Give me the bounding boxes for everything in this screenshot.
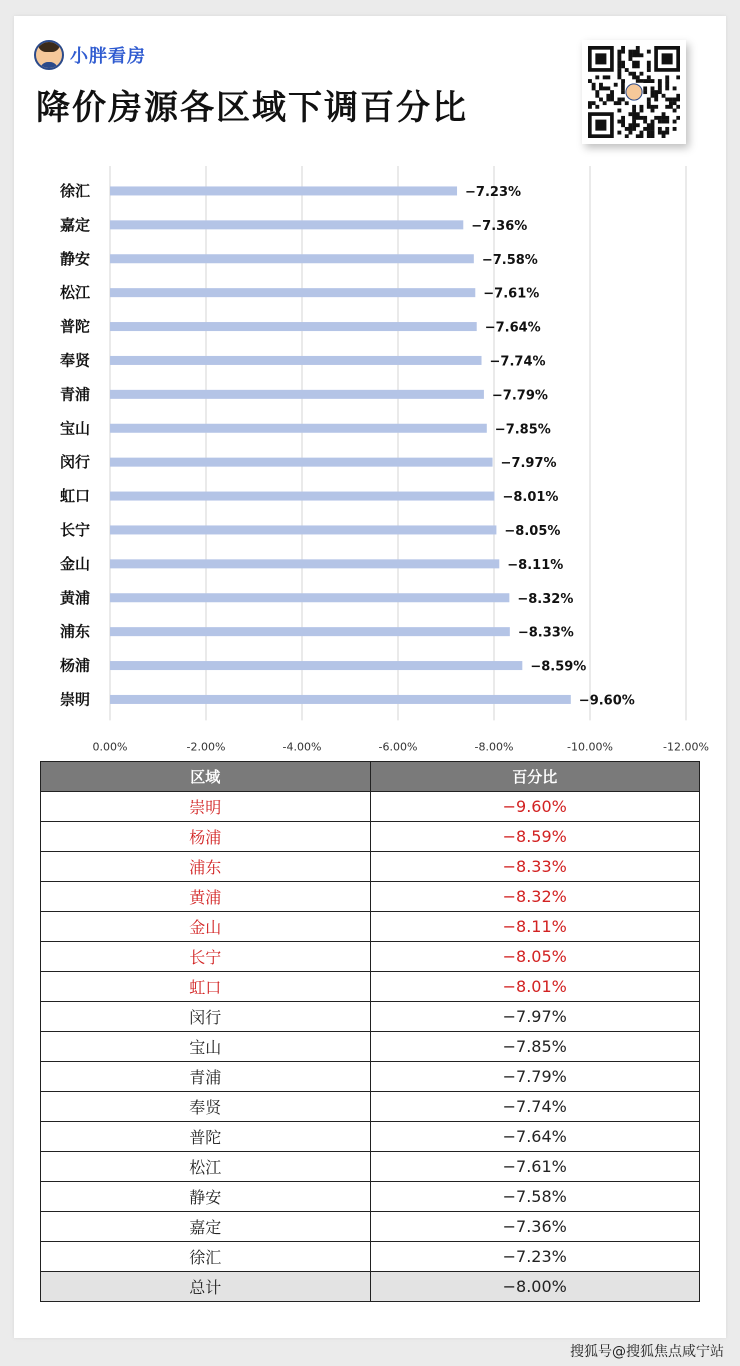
data-label: −8.01% xyxy=(502,490,559,506)
district-cell: 杨浦 xyxy=(41,822,371,852)
district-cell: 崇明 xyxy=(41,792,371,822)
brand-name: 小胖看房 xyxy=(70,46,146,67)
data-table xyxy=(40,761,700,1302)
district-cell: 金山 xyxy=(41,912,371,942)
district-cell: 普陀 xyxy=(41,1122,371,1152)
x-tick-label: 0.00% xyxy=(92,740,128,754)
watermark: 搜狐号@搜狐焦点咸宁站 xyxy=(570,1344,724,1360)
data-label: −8.59% xyxy=(530,659,587,675)
table-row xyxy=(41,882,700,912)
category-label: 黄浦 xyxy=(60,588,91,607)
x-tick-label: -6.00% xyxy=(378,740,418,754)
category-label: 杨浦 xyxy=(60,656,91,675)
category-label: 崇明 xyxy=(60,690,91,709)
table-row xyxy=(41,1062,700,1092)
table-row xyxy=(41,912,700,942)
bar xyxy=(110,559,499,568)
district-cell: 静安 xyxy=(41,1182,371,1212)
bar-chart-svg xyxy=(32,154,712,754)
data-label: −8.32% xyxy=(517,591,574,607)
data-label: −8.11% xyxy=(507,557,564,573)
data-label: −7.61% xyxy=(483,286,540,302)
category-label: 长宁 xyxy=(60,520,91,539)
bar xyxy=(110,593,509,602)
district-cell: 青浦 xyxy=(41,1062,371,1092)
bar xyxy=(110,458,493,467)
percentage-cell: −8.11% xyxy=(370,912,700,942)
bar xyxy=(110,661,522,670)
data-label: −7.97% xyxy=(500,456,557,472)
percentage-cell: −7.97% xyxy=(370,1002,700,1032)
data-label: −7.74% xyxy=(489,354,546,370)
table-row xyxy=(41,1212,700,1242)
brand xyxy=(34,38,146,72)
district-cell: 徐汇 xyxy=(41,1242,371,1272)
data-label: −8.33% xyxy=(517,625,574,641)
district-cell: 浦东 xyxy=(41,852,371,882)
percentage-cell: −7.64% xyxy=(370,1122,700,1152)
percentage-cell: −9.60% xyxy=(370,792,700,822)
bar xyxy=(110,254,474,263)
category-label: 浦东 xyxy=(60,622,91,641)
percentage-cell: −8.05% xyxy=(370,942,700,972)
data-table-wrap xyxy=(40,761,700,1302)
table-row xyxy=(41,1092,700,1122)
table-row xyxy=(41,1032,700,1062)
percentage-cell: −8.59% xyxy=(370,822,700,852)
x-tick-label: -4.00% xyxy=(282,740,322,754)
category-label: 嘉定 xyxy=(60,215,91,234)
category-label: 闵行 xyxy=(60,453,91,472)
table-row xyxy=(41,972,700,1002)
category-label: 普陀 xyxy=(60,317,91,336)
percentage-cell: −7.61% xyxy=(370,1152,700,1182)
district-cell: 长宁 xyxy=(41,942,371,972)
percentage-cell: −7.58% xyxy=(370,1182,700,1212)
table-row xyxy=(41,942,700,972)
header-percentage: 百分比 xyxy=(370,762,700,792)
header-district: 区域 xyxy=(41,762,371,792)
category-label: 松江 xyxy=(60,283,91,302)
table-row xyxy=(41,1182,700,1212)
qr-code-icon xyxy=(582,40,686,144)
category-label: 徐汇 xyxy=(60,181,91,200)
x-tick-label: -2.00% xyxy=(186,740,226,754)
total-label-cell: 总计 xyxy=(41,1272,371,1302)
data-label: −9.60% xyxy=(578,693,635,709)
category-label: 青浦 xyxy=(60,385,91,404)
data-label: −7.85% xyxy=(494,422,551,438)
table-row xyxy=(41,822,700,852)
x-tick-label: -10.00% xyxy=(567,740,613,754)
percentage-cell: −7.36% xyxy=(370,1212,700,1242)
page-title: 降价房源各区域下调百分比 xyxy=(36,88,468,128)
data-label: −8.05% xyxy=(504,523,561,539)
bar xyxy=(110,390,484,399)
bar-chart xyxy=(32,154,712,758)
bar xyxy=(110,695,571,704)
category-label: 宝山 xyxy=(60,419,91,438)
bar xyxy=(110,186,457,195)
table-row xyxy=(41,1002,700,1032)
district-cell: 嘉定 xyxy=(41,1212,371,1242)
table-header-row xyxy=(41,762,700,792)
data-label: −7.36% xyxy=(471,218,528,234)
data-label: −7.64% xyxy=(484,320,541,336)
bar xyxy=(110,492,494,501)
percentage-cell: −7.23% xyxy=(370,1242,700,1272)
table-row xyxy=(41,792,700,822)
table-row xyxy=(41,1152,700,1182)
percentage-cell: −7.85% xyxy=(370,1032,700,1062)
bar xyxy=(110,424,487,433)
district-cell: 松江 xyxy=(41,1152,371,1182)
bar xyxy=(110,525,496,534)
percentage-cell: −8.32% xyxy=(370,882,700,912)
district-cell: 闵行 xyxy=(41,1002,371,1032)
data-label: −7.58% xyxy=(481,252,538,268)
percentage-cell: −8.01% xyxy=(370,972,700,1002)
table-row xyxy=(41,1242,700,1272)
district-cell: 虹口 xyxy=(41,972,371,1002)
table-total-row xyxy=(41,1272,700,1302)
bar xyxy=(110,627,510,636)
category-label: 静安 xyxy=(60,249,91,268)
bar xyxy=(110,322,477,331)
bar xyxy=(110,356,482,365)
x-tick-label: -8.00% xyxy=(474,740,514,754)
category-label: 虹口 xyxy=(60,487,91,506)
percentage-cell: −7.79% xyxy=(370,1062,700,1092)
district-cell: 宝山 xyxy=(41,1032,371,1062)
district-cell: 奉贤 xyxy=(41,1092,371,1122)
infographic-card xyxy=(14,16,726,1338)
data-label: −7.23% xyxy=(465,184,522,200)
bar xyxy=(110,288,475,297)
table-row xyxy=(41,1122,700,1152)
category-label: 金山 xyxy=(60,554,91,573)
x-tick-label: -12.00% xyxy=(663,740,709,754)
data-label: −7.79% xyxy=(491,388,548,404)
district-cell: 黄浦 xyxy=(41,882,371,912)
percentage-cell: −8.33% xyxy=(370,852,700,882)
percentage-cell: −7.74% xyxy=(370,1092,700,1122)
category-label: 奉贤 xyxy=(60,351,91,370)
table-row xyxy=(41,852,700,882)
mascot-avatar-icon xyxy=(34,40,64,70)
total-percentage-cell: −8.00% xyxy=(370,1272,700,1302)
bar xyxy=(110,220,463,229)
